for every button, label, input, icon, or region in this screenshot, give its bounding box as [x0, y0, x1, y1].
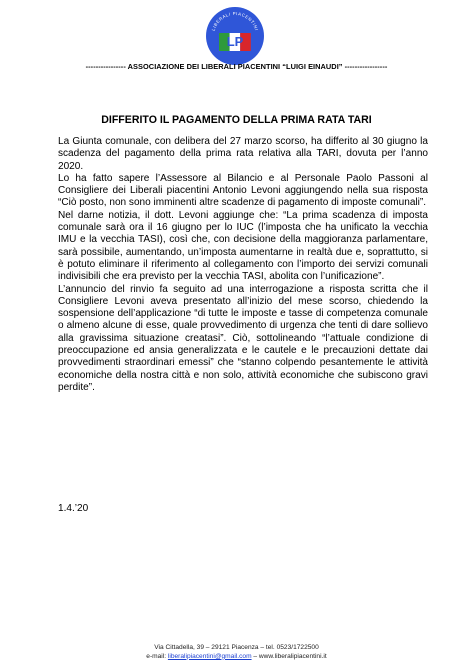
- article-date: 1.4.’20: [58, 503, 89, 514]
- logo-ring-text: LIBERALI PIACENTINI: [210, 10, 260, 32]
- article-title: DIFFERITO IL PAGAMENTO DELLA PRIMA RATA TARI: [101, 114, 372, 126]
- article-body: [58, 136, 428, 394]
- liberali-piacentini-logo: [205, 6, 265, 66]
- footer-email-prefix: e-mail:: [146, 652, 168, 660]
- article-paragraph: Lo ha fatto sapere l’Assessore al Bilancio e al Personale Paolo Passoni al Consigliere dei Liberali piacentini Antonio Levoni aggiungendo nella sua risposta “Ciò posto, non sono imminenti altre scadenze di pagamento di imposte comunali”.: [58, 172, 428, 209]
- footer: [0, 644, 473, 662]
- association-banner: ---------------- ASSOCIAZIONE DEI LIBERALI PIACENTINI “LUIGI EINAUDI” -----------------: [85, 62, 388, 71]
- footer-contacts: [0, 653, 473, 662]
- article-paragraph: La Giunta comunale, con delibera del 27 marzo scorso, ha differito al 30 giugno la scadenza del pagamento della prima rata relativa alla TARI, dovuta per l’anno 2020.: [58, 136, 428, 172]
- footer-address: Via Cittadella, 39 – 29121 Piacenza – tel. 0523/1722500: [154, 644, 319, 651]
- article-paragraph: L’annuncio del rinvio fa seguito ad una interrogazione a risposta scritta che il Consigliere Levoni aveva presentato all’inizio del mese scorso, chiedendo la sospensione dell’applicazione “di tutte le imposte e tasse di competenza comunale o almeno alcune di esse, quale provvedimento di urgenza che tenti di dare sollievo alla gravissima situazione creatasi”. Ciò, sottolineando “l’attuale condizione di preoccupazione ed ansia generalizzata e le cautele e le precauzioni dettate dai provvedimenti straordinari emessi” che “stanno colpendo pesantemente le attività economiche della nostra città e non solo, attività economiche che subiscono gravi perdite”.: [58, 283, 428, 393]
- logo-lp-text: LP: [226, 34, 244, 49]
- footer-website: – www.liberalipiacentini.it: [251, 652, 327, 660]
- footer-email-link[interactable]: liberalipiacentini@gmail.com: [167, 652, 252, 660]
- article-paragraph: Nel darne notizia, il dott. Levoni aggiunge che: “La prima scadenza di imposta comunale sarà ora il 16 giugno per lo IUC (l’imposta che ha unificato la vecchia IMU e la vecchia TASI), così che, con decisione della maggioranza parlamentare, sarà possibile, aumentando, un’imposta aumentarne in realtà due e, soprattutto, si è potuto eliminare il riferimento al collegamento con l’importo dei servizi comunali indivisibili che era previsto per la vecchia TASI, abolita con l’unificazione”.: [58, 209, 428, 283]
